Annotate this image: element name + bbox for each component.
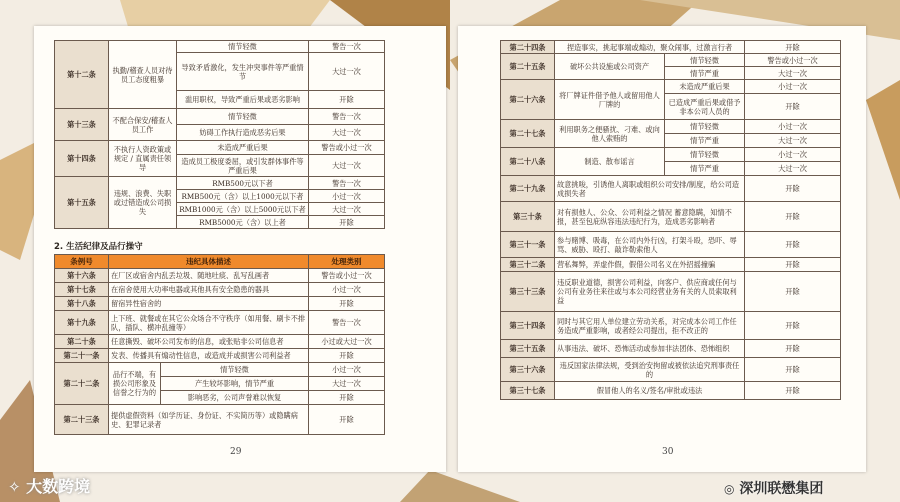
penalty-cell: 小过或大过一次 (309, 335, 385, 349)
header-penalty: 处理类别 (309, 255, 385, 269)
article-number: 第二十二条 (55, 363, 109, 405)
article-number: 第二十条 (55, 335, 109, 349)
header-description: 违纪具体描述 (109, 255, 309, 269)
watermark-right-text: 深圳联懋集团 (739, 481, 824, 497)
violation-desc: 破坏公共设施或公司资产 (555, 54, 665, 80)
article-number: 第二十四条 (501, 41, 555, 54)
violation-desc: 从事违法、破坏、恐怖活动或参加非法团体、恐怖组织 (555, 340, 745, 358)
violation-desc: 任意撕毁、破坏公司发布的信息，或张贴非公司信息者 (109, 335, 309, 349)
penalty-cell: 开除 (309, 216, 385, 229)
page-number: 29 (230, 447, 242, 457)
violation-desc: 发表、传播具有煽动性信息，或造成并或损害公司利益者 (109, 349, 309, 363)
penalty-cell: 开除 (745, 258, 841, 272)
violation-desc: 在宿舍使用大功率电器或其他具有安全隐患的器具 (109, 283, 309, 297)
watermark-left (8, 474, 90, 497)
penalty-cell: 警告一次 (309, 177, 385, 190)
article-number: 第二十五条 (501, 54, 555, 80)
condition-cell: 情节轻微 (177, 109, 309, 125)
violation-desc: 故意挑唆，引诱他人离职或组织公司安排/制度，给公司造成损失者 (555, 176, 745, 202)
violation-desc: 对有损他人、公众、公司利益之情况 蓄意隐瞒，知情不报，甚至包庇纵容违法违纪行为，造成恶劣影响者 (555, 202, 745, 232)
page-number: 30 (662, 447, 674, 457)
violation-desc: 利用职务之便骚扰、刁难、或向他人索贿的 (555, 120, 665, 148)
penalty-cell: 开除 (745, 94, 841, 120)
violation-desc: 捏造事实，挑起事端或煽动，聚众闹事，过激言行者 (555, 41, 745, 54)
penalty-cell: 开除 (745, 312, 841, 340)
article-number: 第二十六条 (501, 80, 555, 120)
condition-cell: RMB500元以下者 (177, 177, 309, 190)
penalty-cell: 开除 (745, 358, 841, 382)
condition-cell: RMB5000元（含）以上者 (177, 216, 309, 229)
article-number: 第三十四条 (501, 312, 555, 340)
article-number: 第二十八条 (501, 148, 555, 176)
condition-cell: 情节轻微 (665, 54, 745, 67)
penalty-cell: 开除 (745, 176, 841, 202)
penalty-cell: 开除 (745, 272, 841, 312)
article-number: 第三十三条 (501, 272, 555, 312)
article-number: 第二十九条 (501, 176, 555, 202)
condition-cell: 未造成严重后果 (177, 141, 309, 155)
penalty-cell: 警告或小过一次 (309, 141, 385, 155)
condition-cell: 情节轻微 (161, 363, 309, 377)
responsible-leader: 直属责任领导 (135, 154, 172, 172)
left-table-bottom (54, 254, 385, 435)
condition-cell: 情节严重 (665, 67, 745, 80)
violation-desc: 留宿异性宿舍的 (109, 297, 309, 311)
penalty-cell: 小过一次 (309, 363, 385, 377)
condition-cell: 情节严重 (665, 162, 745, 176)
condition-cell: 产生较坏影响，情节严重 (161, 377, 309, 391)
penalty-cell: 警告或小过一次 (309, 269, 385, 283)
condition-cell: 已造成严重后果或借予非本公司人员的 (665, 94, 745, 120)
chat-bubble-icon: ✧ (8, 478, 21, 496)
article-number: 第十七条 (55, 283, 109, 297)
penalty-cell: 开除 (745, 340, 841, 358)
article-number: 第十九条 (55, 311, 109, 335)
wechat-icon: ◎ (724, 482, 735, 496)
violation-desc: 不执行人资政策或规定 / 直属责任领导 (109, 141, 177, 177)
violation-desc: 在厂区或宿舍内乱丢垃圾、随地吐痰、乱写乱画者 (109, 269, 309, 283)
penalty-cell: 大过一次 (309, 377, 385, 391)
condition-cell: 情节轻微 (665, 120, 745, 134)
penalty-cell: 开除 (745, 232, 841, 258)
penalty-cell: 大过一次 (309, 203, 385, 216)
penalty-cell: 开除 (745, 202, 841, 232)
penalty-cell: 开除 (309, 391, 385, 405)
violation-desc-text: 不执行人资政策或规定 (113, 145, 172, 163)
condition-cell: 滥用职权，导致严重后果或恶劣影响 (177, 91, 309, 109)
penalty-cell: 大过一次 (745, 67, 841, 80)
article-number: 第三十七条 (501, 382, 555, 400)
penalty-cell: 开除 (745, 382, 841, 400)
penalty-cell: 小过一次 (745, 148, 841, 162)
penalty-cell: 大过一次 (309, 53, 385, 91)
penalty-cell: 开除 (309, 297, 385, 311)
violation-desc: 品行不端，有损公司形象及信誉之行为的 (109, 363, 161, 405)
penalty-cell: 开除 (309, 349, 385, 363)
violation-desc: 提供虚假资料（如学历证、身份证、不实简历等）或隐瞒病史、犯罪记录者 (109, 405, 309, 435)
condition-cell: 情节轻微 (665, 148, 745, 162)
penalty-cell: 小过一次 (745, 80, 841, 94)
penalty-cell: 开除 (745, 41, 841, 54)
violation-desc: 同时与其它用人单位建立劳动关系，对完成本公司工作任务造成严重影响，或者经公司提出，拒不改正的 (555, 312, 745, 340)
section-title: 2. 生活纪律及品行操守 (54, 242, 143, 252)
article-number: 第十四条 (55, 141, 109, 177)
penalty-cell: 大过一次 (309, 155, 385, 177)
condition-cell: RMB1000元（含）以上5000元以下者 (177, 203, 309, 216)
penalty-cell: 大过一次 (745, 134, 841, 148)
penalty-cell: 开除 (309, 405, 385, 435)
penalty-cell: 大过一次 (309, 125, 385, 141)
violation-desc: 营私舞弊，弄虚作假，假借公司名义在外招摇撞骗 (555, 258, 745, 272)
violation-desc: 违规、浪费、失职或过错造成公司损失 (109, 177, 177, 229)
article-number: 第三十一条 (501, 232, 555, 258)
penalty-cell: 大过一次 (745, 162, 841, 176)
watermark-left-text: 大数跨境 (26, 477, 91, 496)
condition-cell: 影响恶劣，公司声誉难以恢复 (161, 391, 309, 405)
left-table-top (54, 40, 385, 229)
violation-desc: 违反国家法律法规，受到治安拘留或被依法追究刑事责任的 (555, 358, 745, 382)
condition-cell: 造成员工极度委屈，或引发群体事件等严重后果 (177, 155, 309, 177)
penalty-cell: 小过一次 (745, 120, 841, 134)
article-number: 第二十三条 (55, 405, 109, 435)
penalty-cell: 警告一次 (309, 109, 385, 125)
article-number: 第十二条 (55, 41, 109, 109)
violation-desc: 不配合保安/稽查人员工作 (109, 109, 177, 141)
condition-cell: 未造成严重后果 (665, 80, 745, 94)
condition-cell: 妨碍工作执行造成恶劣后果 (177, 125, 309, 141)
article-number: 第三十六条 (501, 358, 555, 382)
condition-cell: 导致矛盾激化，发生冲突事件等严重情节 (177, 53, 309, 91)
violation-desc: 参与赌博、吸毒，在公司内外行凶，打架斗殴，恐吓、辱骂、威胁、殴打、敲诈勒索他人 (555, 232, 745, 258)
penalty-cell: 警告一次 (309, 41, 385, 53)
penalty-cell: 警告一次 (309, 311, 385, 335)
violation-desc: 假冒他人的名义/签名/审批或违法 (555, 382, 745, 400)
condition-cell: RMB500元（含）以上1000元以下者 (177, 190, 309, 203)
violation-desc: 上下班、就餐或在其它公众场合不守秩序（如用餐、刷卡不排队，插队、横冲乱撞等） (109, 311, 309, 335)
article-number: 第三十五条 (501, 340, 555, 358)
article-number: 第二十一条 (55, 349, 109, 363)
violation-desc: 违反职业道德，损害公司利益，向客户、供应商或任何与公司有业务往来往或与本公司经营业务有关的人员索取利益 (555, 272, 745, 312)
header-article: 条例号 (55, 255, 109, 269)
penalty-cell: 警告或小过一次 (745, 54, 841, 67)
penalty-cell: 开除 (309, 91, 385, 109)
penalty-cell: 小过一次 (309, 283, 385, 297)
article-number: 第三十条 (501, 202, 555, 232)
condition-cell: 情节严重 (665, 134, 745, 148)
article-number: 第二十七条 (501, 120, 555, 148)
violation-desc: 制造、散布谣言 (555, 148, 665, 176)
article-number: 第三十二条 (501, 258, 555, 272)
violation-desc: 将厂牌证件借予他人或留用他人厂牌的 (555, 80, 665, 120)
article-number: 第十六条 (55, 269, 109, 283)
condition-cell: 情节轻微 (177, 41, 309, 53)
article-number: 第十三条 (55, 109, 109, 141)
penalty-cell: 小过一次 (309, 190, 385, 203)
violation-desc: 执勤/稽查人员对待员工态度粗暴 (109, 41, 177, 109)
article-number: 第十五条 (55, 177, 109, 229)
watermark-right (724, 478, 823, 498)
article-number: 第十八条 (55, 297, 109, 311)
right-table (500, 40, 841, 400)
